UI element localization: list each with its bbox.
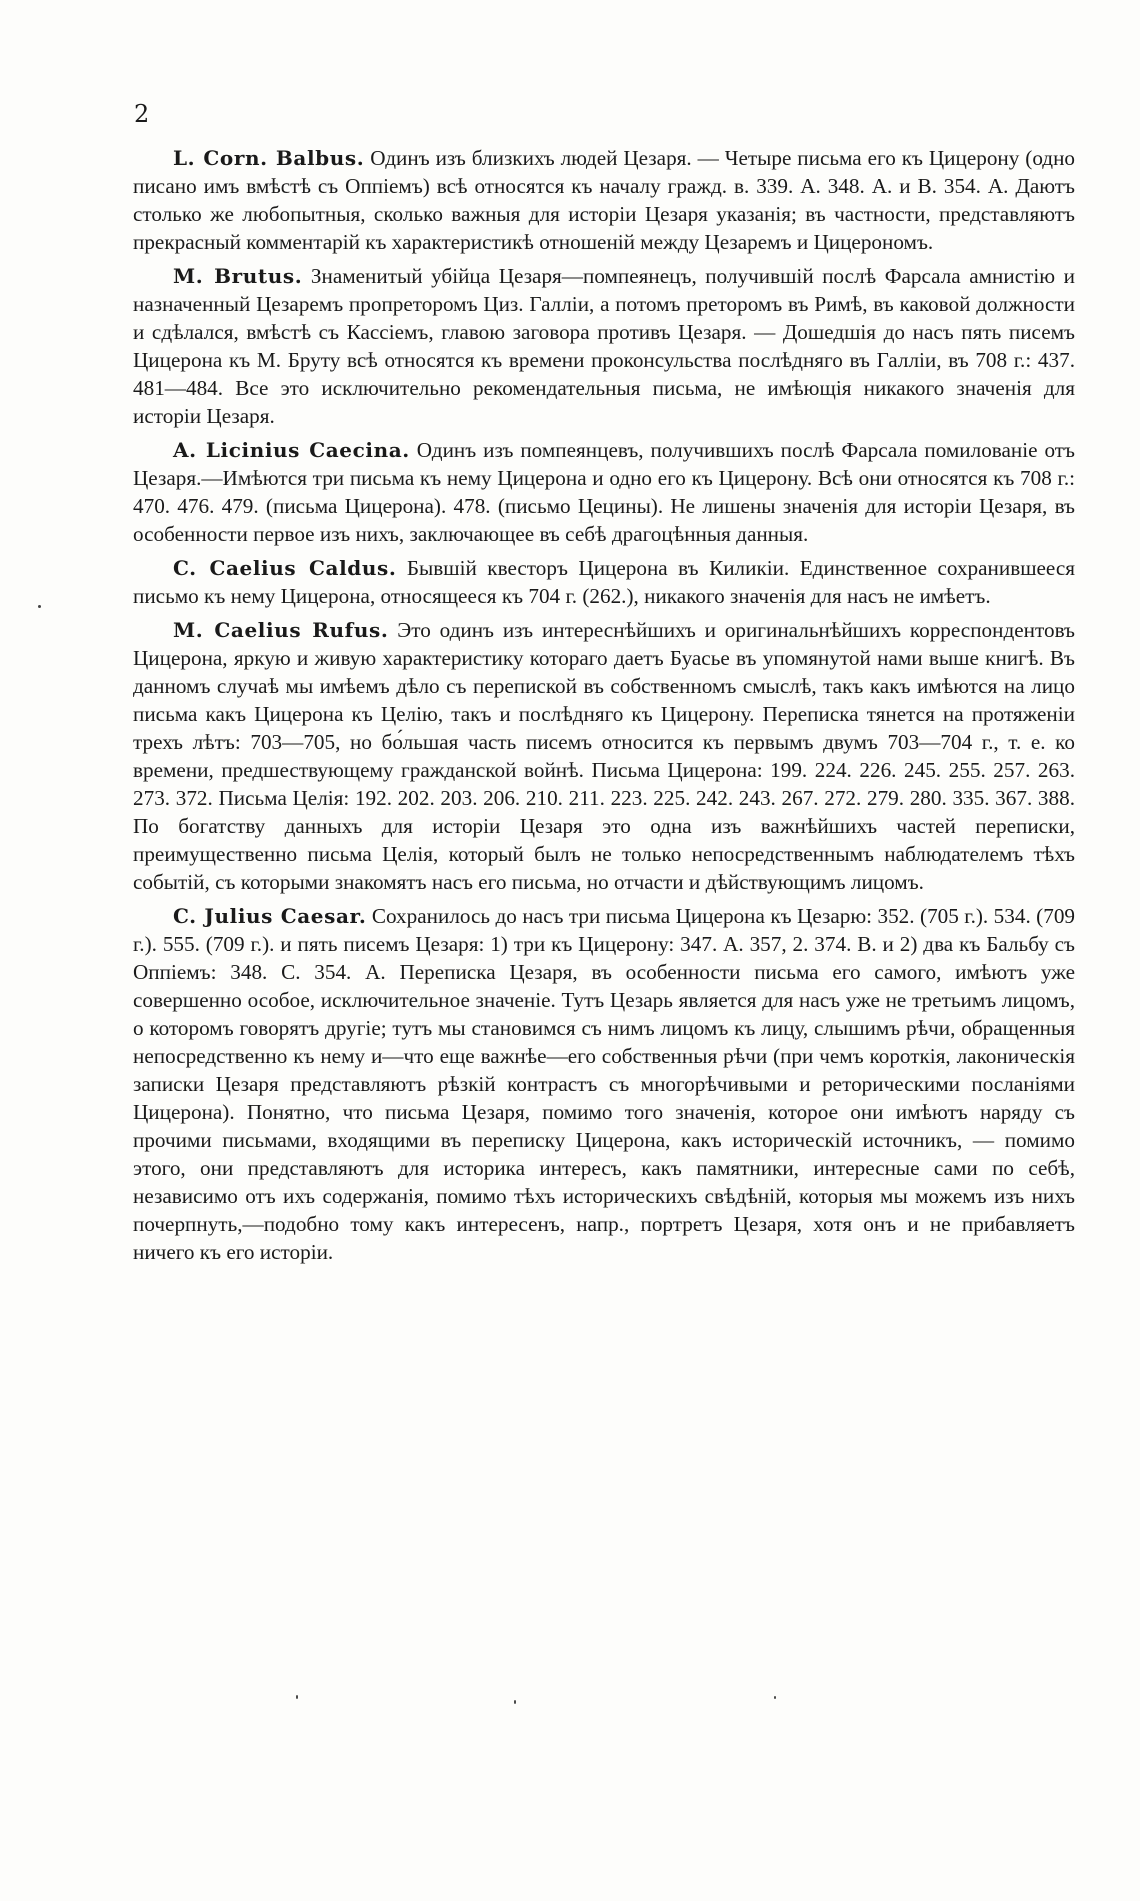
ink-speck — [296, 1695, 298, 1699]
entry-balbus — [133, 144, 1075, 256]
entry-name: M. Caelius Rufus. — [173, 618, 389, 642]
entry-name: L. Corn. Balbus. — [173, 146, 365, 170]
body-text — [133, 144, 1075, 1272]
entry-caecina — [133, 436, 1075, 548]
entry-text: Сохранилось до насъ три письма Цицерона къ Цезарю: 352. (705 г.). 534. (709 г.). 555. (709 г.). и пять писемъ Цезаря: 1) три къ Цицерону: 347. А. 357, 2. 374. В. и 2) два къ Бальбу съ Оппіемъ: 348. С. 354. А. Переписка Цезаря, въ особенности письма его самого, имѣютъ уже совершенно особое, исключительное значеніе. Тутъ Цезарь является для насъ уже не третьимъ лицомъ, о которомъ говорятъ другіе; тутъ мы становимся съ нимъ лицомъ къ лицу, слышимъ рѣчи, обращенныя непосредственно къ нему и—что еще важнѣе—его собственныя рѣчи (при чемъ короткія, лаконическія записки Цезаря представляютъ рѣзкій контрастъ съ многорѣчивыми и реторическими посланіями Цицерона). Понятно, что письма Цезаря, помимо того значенія, которое они имѣютъ наряду съ прочими письмами, входящими въ переписку Цицерона, какъ историческій источникъ, — помимо этого, они представляютъ для историка интересъ, какъ памятники, интересные сами по себѣ, независимо отъ ихъ содержанія, помимо тѣхъ историческихъ свѣдѣній, которыя мы можемъ изъ нихъ почерпнуть,—подобно тому какъ интересенъ, напр., портретъ Цезаря, хотя онъ и не прибавляетъ ничего къ его исторіи. — [133, 904, 1076, 1264]
entry-text: Бывшій квесторъ Цицерона въ Киликіи. Единственное сохранившееся письмо къ нему Цицерона, относящееся къ 704 г. (262.), никакого значенія для насъ не имѣетъ. — [133, 556, 1076, 608]
entry-name: C. Caelius Caldus. — [173, 556, 397, 580]
entry-text: Это одинъ изъ интереснѣйшихъ и оригинальнѣйшихъ корреспондентовъ Цицерона, яркую и живую характеристику котораго даетъ Буасье въ упомянутой нами выше книгѣ. Въ данномъ случаѣ мы имѣемъ дѣло съ перепиской въ собственномъ смыслѣ, такъ какъ имѣются на лицо письма какъ Цицерона къ Целію, такъ и послѣдняго къ Цицерону. Переписка тянется на протяженіи трехъ лѣтъ: 703—705, но бо́льшая часть писемъ относится къ первымъ двумъ 703—704 г., т. е. ко времени, предшествующему гражданской войнѣ. Письма Цицерона: 199. 224. 226. 245. 255. 257. 263. 273. 372. Письма Целія: 192. 202. 203. 206. 210. 211. 223. 225. 242. 243. 267. 272. 279. 280. 335. 367. 388. По богатству данныхъ для исторіи Цезаря это одна изъ важнѣйшихъ частей переписки, преимущественно письма Целія, который былъ не только непосредственнымъ наблюдателемъ тѣхъ событій, съ которыми знакомятъ насъ его письма, но отчасти и дѣйствующимъ лицомъ. — [133, 618, 1076, 894]
entry-brutus — [133, 262, 1075, 430]
entry-caesar — [133, 902, 1075, 1266]
entry-rufus — [133, 616, 1075, 896]
entry-caldus — [133, 554, 1075, 610]
entry-name: M. Brutus. — [173, 264, 303, 288]
entry-name: C. Julius Caesar. — [173, 904, 367, 928]
entry-name: A. Licinius Caecina. — [173, 438, 410, 462]
entry-text: Одинъ изъ помпеянцевъ, получившихъ послѣ Фарсала помилованіе отъ Цезаря.—Имѣются три письма къ нему Цицерона и одно его къ Цицерону. Всѣ они относятся къ 708 г.: 470. 476. 479. (письма Цицерона). 478. (письмо Цецины). Не лишены значенія для исторіи Цезаря, въ особенности первое изъ нихъ, заключающее въ себѣ драгоцѣнныя данныя. — [133, 438, 1076, 546]
entry-text: Знаменитый убійца Цезаря—помпеянецъ, получившій послѣ Фарсала амнистію и назначенный Цезаремъ пропреторомъ Циз. Галліи, а потомъ преторомъ въ Римѣ, въ каковой должности и сдѣлался, вмѣстѣ съ Кассіемъ, главою заговора противъ Цезаря. — Дошедшія до насъ пять писемъ Цицерона къ М. Бруту всѣ относятся къ времени проконсульства послѣдняго въ Галліи, въ 708 г.: 437. 481—484. Все это исключительно рекомендательныя письма, не имѣющія никакого значенія для исторіи Цезаря. — [133, 264, 1075, 428]
ink-speck — [38, 605, 41, 608]
ink-speck — [774, 1696, 776, 1699]
entry-text: Одинъ изъ близкихъ людей Цезаря. — Четыре письма его къ Цицерону (одно писано имъ вмѣстѣ съ Оппіемъ) всѣ относятся къ началу гражд. в. 339. А. 348. А. и В. 354. А. Даютъ столько же любопытныя, сколько важныя для исторіи Цезаря указанія; въ частности, представляютъ прекрасный комментарій къ характеристикѣ отношеній между Цезаремъ и Цицерономъ. — [133, 146, 1076, 254]
ink-speck — [514, 1700, 516, 1704]
page-number: 2 — [134, 100, 150, 128]
